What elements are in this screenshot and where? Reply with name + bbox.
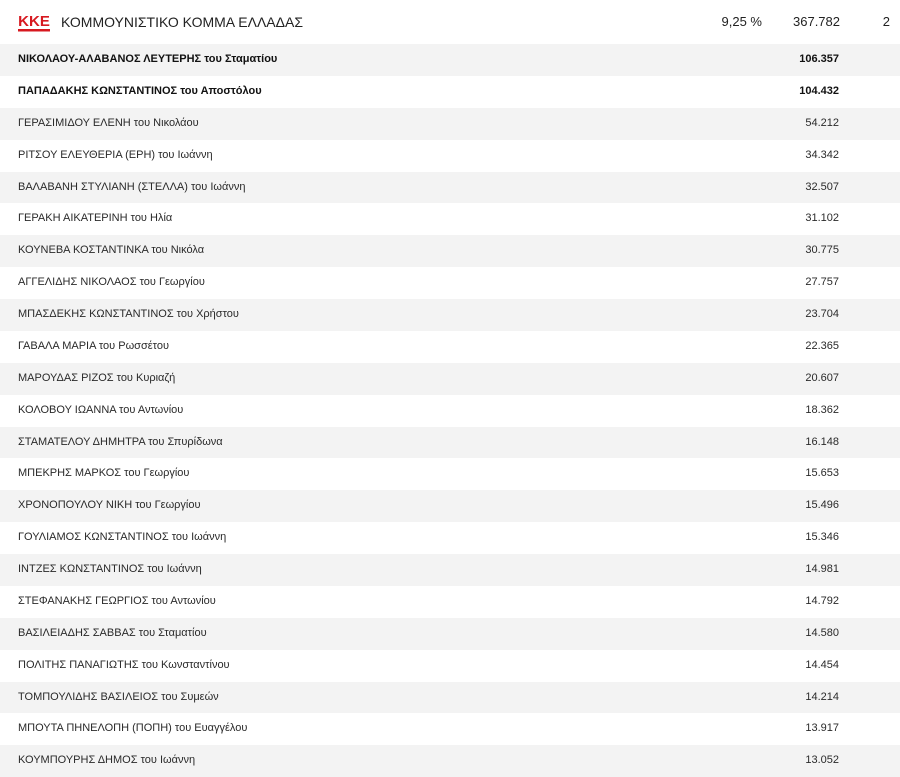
candidate-votes: 20.607	[805, 371, 839, 384]
candidate-votes: 31.102	[805, 212, 839, 225]
candidate-votes: 14.580	[805, 626, 839, 639]
candidate-votes: 15.496	[805, 499, 839, 512]
table-row	[0, 363, 900, 395]
candidate-name: ΓΕΡΑΚΗ ΑΙΚΑΤΕΡΙΝΗ του Ηλία	[18, 212, 173, 225]
logo-text: ΚΚΕ	[18, 13, 50, 30]
party-name: ΚΟΜΜΟΥΝΙΣΤΙΚΟ ΚΟΜΜΑ ΕΛΛΑΔΑΣ	[61, 14, 303, 30]
candidate-votes: 104.432	[799, 84, 839, 97]
candidate-votes: 15.653	[805, 467, 839, 480]
candidate-votes: 22.365	[805, 339, 839, 352]
candidate-votes: 27.757	[805, 276, 839, 289]
table-row	[0, 650, 900, 682]
table-row	[0, 203, 900, 235]
table-row	[0, 108, 900, 140]
candidate-name: ΓΑΒΑΛΑ ΜΑΡΙΑ του Ρωσσέτου	[18, 339, 169, 352]
candidate-votes: 106.357	[799, 53, 839, 65]
candidate-name: ΚΟΥΝΕΒΑ ΚΟΣΤΑΝΤΙΝΚΑ του Νικόλα	[18, 244, 205, 257]
candidate-name: ΒΑΛΑΒΑΝΗ ΣΤΥΛΙΑΝΗ (ΣΤΕΛΛΑ) του Ιωάννη	[18, 180, 246, 193]
candidate-name: ΓΕΡΑΣΙΜΙΔΟΥ ΕΛΕΝΗ του Νικολάου	[18, 116, 199, 129]
candidate-votes: 14.792	[805, 594, 839, 607]
candidate-name: ΣΤΕΦΑΝΑΚΗΣ ΓΕΩΡΓΙΟΣ του Αντωνίου	[18, 594, 216, 607]
table-row	[0, 490, 900, 522]
candidate-votes: 34.342	[805, 148, 839, 161]
table-row	[0, 618, 900, 650]
party-percent: 9,25 %	[721, 14, 762, 29]
candidate-name: ΚΟΛΟΒΟΥ ΙΩΑΝΝΑ του Αντωνίου	[18, 403, 184, 416]
table-row	[0, 682, 900, 714]
party-votes: 367.782	[793, 14, 840, 29]
candidate-name: ΚΟΥΜΠΟΥΡΗΣ ΔΗΜΟΣ του Ιωάννη	[18, 754, 196, 767]
table-row	[0, 299, 900, 331]
table-row	[0, 140, 900, 172]
candidate-name: ΜΠΑΣΔΕΚΗΣ ΚΩΝΣΤΑΝΤΙΝΟΣ του Χρήστου	[18, 308, 239, 320]
table-row	[0, 76, 900, 108]
candidate-name: ΠΑΠΑΔΑΚΗΣ ΚΩΝΣΤΑΝΤΙΝΟΣ του Αποστόλου	[18, 84, 262, 97]
candidate-name: ΣΤΑΜΑΤΕΛΟΥ ΔΗΜΗΤΡΑ του Σπυρίδωνα	[18, 435, 223, 448]
candidate-votes: 14.981	[805, 563, 839, 575]
candidate-votes: 18.362	[805, 403, 839, 416]
candidate-name: ΡΙΤΣΟΥ ΕΛΕΥΘΕΡΙΑ (ΕΡΗ) του Ιωάννη	[18, 148, 213, 161]
table-row	[0, 458, 900, 490]
table-row	[0, 172, 900, 204]
candidate-votes: 14.214	[805, 690, 839, 703]
table-row	[0, 586, 900, 618]
candidate-votes: 13.917	[805, 722, 839, 735]
candidate-votes: 15.346	[805, 531, 839, 544]
table-row	[0, 235, 900, 267]
table-row	[0, 427, 900, 459]
candidate-list	[0, 44, 900, 777]
candidate-name: ΝΙΚΟΛΑΟΥ-ΑΛΑΒΑΝΟΣ ΛΕΥΤΕΡΗΣ του Σταματίου	[18, 53, 278, 65]
candidate-name: ΜΑΡΟΥΔΑΣ ΡΙΖΟΣ του Κυριαζή	[18, 371, 176, 384]
candidate-name: ΜΠΕΚΡΗΣ ΜΑΡΚΟΣ του Γεωργίου	[18, 467, 190, 480]
candidate-name: ΠΟΛΙΤΗΣ ΠΑΝΑΓΙΩΤΗΣ του Κωνσταντίνου	[18, 658, 230, 671]
table-row	[0, 522, 900, 554]
table-row	[0, 331, 900, 363]
party-seats: 2	[882, 14, 890, 29]
candidate-name: ΒΑΣΙΛΕΙΑΔΗΣ ΣΑΒΒΑΣ του Σταματίου	[18, 626, 207, 639]
table-row	[0, 713, 900, 745]
table-row	[0, 267, 900, 299]
candidate-votes: 16.148	[805, 435, 839, 448]
candidate-votes: 23.704	[805, 308, 839, 320]
candidate-votes: 13.052	[805, 754, 839, 767]
party-logo-icon	[18, 11, 50, 33]
candidate-name: ΜΠΟΥΤΑ ΠΗΝΕΛΟΠΗ (ΠΟΠΗ) του Ευαγγέλου	[18, 722, 248, 735]
table-row	[0, 745, 900, 777]
candidate-votes: 54.212	[805, 116, 839, 129]
candidate-votes: 30.775	[805, 244, 839, 257]
candidate-votes: 32.507	[805, 180, 839, 193]
candidate-name: ΓΟΥΛΙΑΜΟΣ ΚΩΝΣΤΑΝΤΙΝΟΣ του Ιωάννη	[18, 531, 227, 544]
party-header	[0, 0, 900, 44]
candidate-name: ΙΝΤΖΕΣ ΚΩΝΣΤΑΝΤΙΝΟΣ του Ιωάννη	[18, 563, 202, 575]
table-row	[0, 554, 900, 586]
table-row	[0, 44, 900, 76]
candidate-votes: 14.454	[805, 658, 839, 671]
candidate-name: ΤΟΜΠΟΥΛΙΔΗΣ ΒΑΣΙΛΕΙΟΣ του Συμεών	[18, 690, 219, 703]
table-row	[0, 395, 900, 427]
candidate-name: ΑΓΓΕΛΙΔΗΣ ΝΙΚΟΛΑΟΣ του Γεωργίου	[18, 276, 205, 289]
candidate-name: ΧΡΟΝΟΠΟΥΛΟΥ ΝΙΚΗ του Γεωργίου	[18, 499, 201, 512]
